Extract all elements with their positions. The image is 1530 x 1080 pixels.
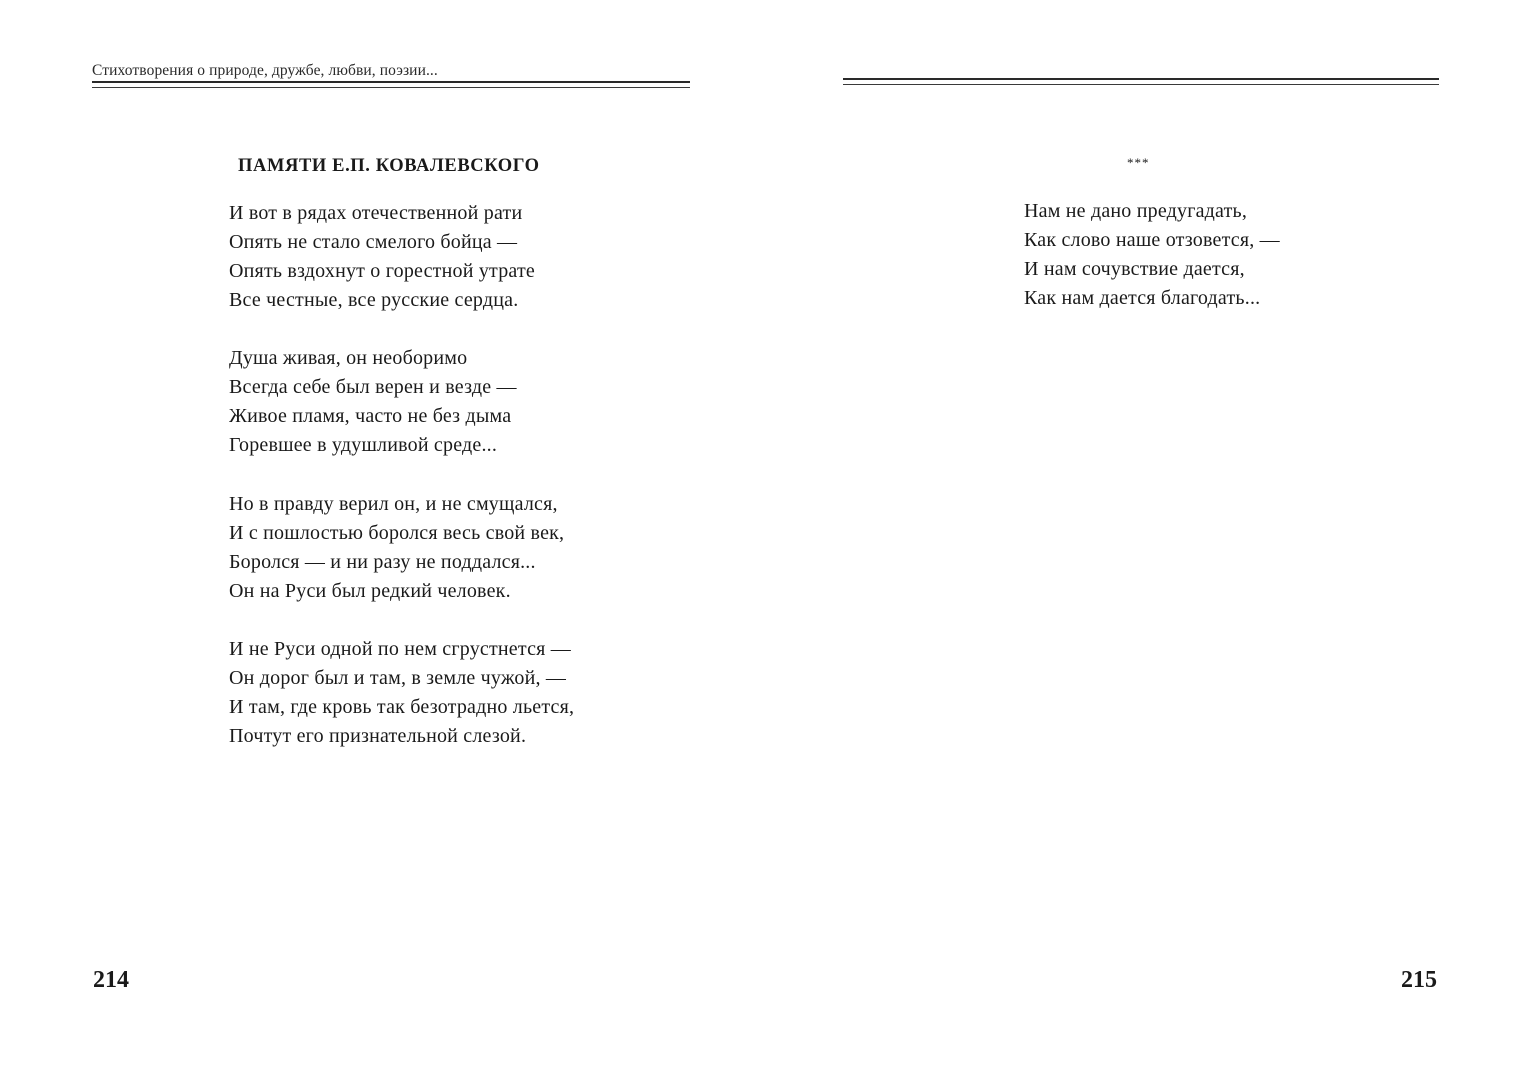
stanza-3 bbox=[229, 490, 564, 606]
poem-line: И нам сочувствие дается, bbox=[1024, 258, 1245, 280]
poem-line: Он на Руси был редкий человек. bbox=[229, 580, 511, 602]
poem-line: Как нам дается благодать... bbox=[1024, 287, 1261, 309]
stanza-right bbox=[1024, 197, 1280, 313]
poem-line: И вот в рядах отечественной рати bbox=[229, 202, 523, 224]
header-rule-thin bbox=[843, 84, 1439, 85]
stanza-1 bbox=[229, 199, 535, 315]
poem-line: И не Руси одной по нем сгрустнется — bbox=[229, 638, 571, 660]
header-rule-thin bbox=[92, 87, 690, 88]
header-rule-thick bbox=[843, 78, 1439, 80]
poem-line: Боролся — и ни разу не поддался... bbox=[229, 551, 536, 573]
stanza-4 bbox=[229, 635, 574, 751]
section-separator: *** bbox=[1127, 155, 1150, 170]
poem-line: Опять не стало смелого бойца — bbox=[229, 231, 518, 253]
poem-line: И с пошлостью боролся весь свой век, bbox=[229, 522, 565, 544]
poem-line: Душа живая, он необоримо bbox=[229, 347, 468, 369]
poem-line: Всегда себе был верен и везде — bbox=[229, 376, 517, 398]
poem-line: И там, где кровь так безотрадно льется, bbox=[229, 696, 575, 718]
page-number: 215 bbox=[1401, 967, 1437, 993]
right-page bbox=[765, 0, 1530, 1080]
stanza-2 bbox=[229, 344, 517, 460]
poem-line: Опять вздохнут о горестной утрате bbox=[229, 260, 535, 282]
poem-line: Все честные, все русские сердца. bbox=[229, 289, 519, 311]
poem-title: ПАМЯТИ Е.П. КОВАЛЕВСКОГО bbox=[238, 156, 540, 176]
poem-line: Почтут его признательной слезой. bbox=[229, 725, 527, 747]
running-head: Стихотворения о природе, дружбе, любви, поэзии... bbox=[92, 62, 438, 79]
header-rule-thick bbox=[92, 81, 690, 83]
poem-line: Он дорог был и там, в земле чужой, — bbox=[229, 667, 567, 689]
poem-line: Нам не дано предугадать, bbox=[1024, 200, 1248, 222]
poem-line: Горевшее в удушливой среде... bbox=[229, 434, 498, 456]
page-number: 214 bbox=[93, 967, 129, 993]
poem-line: Но в правду верил он, и не смущался, bbox=[229, 493, 558, 515]
poem-line: Как слово наше отзовется, — bbox=[1024, 229, 1280, 251]
poem-line: Живое пламя, часто не без дыма bbox=[229, 405, 512, 427]
